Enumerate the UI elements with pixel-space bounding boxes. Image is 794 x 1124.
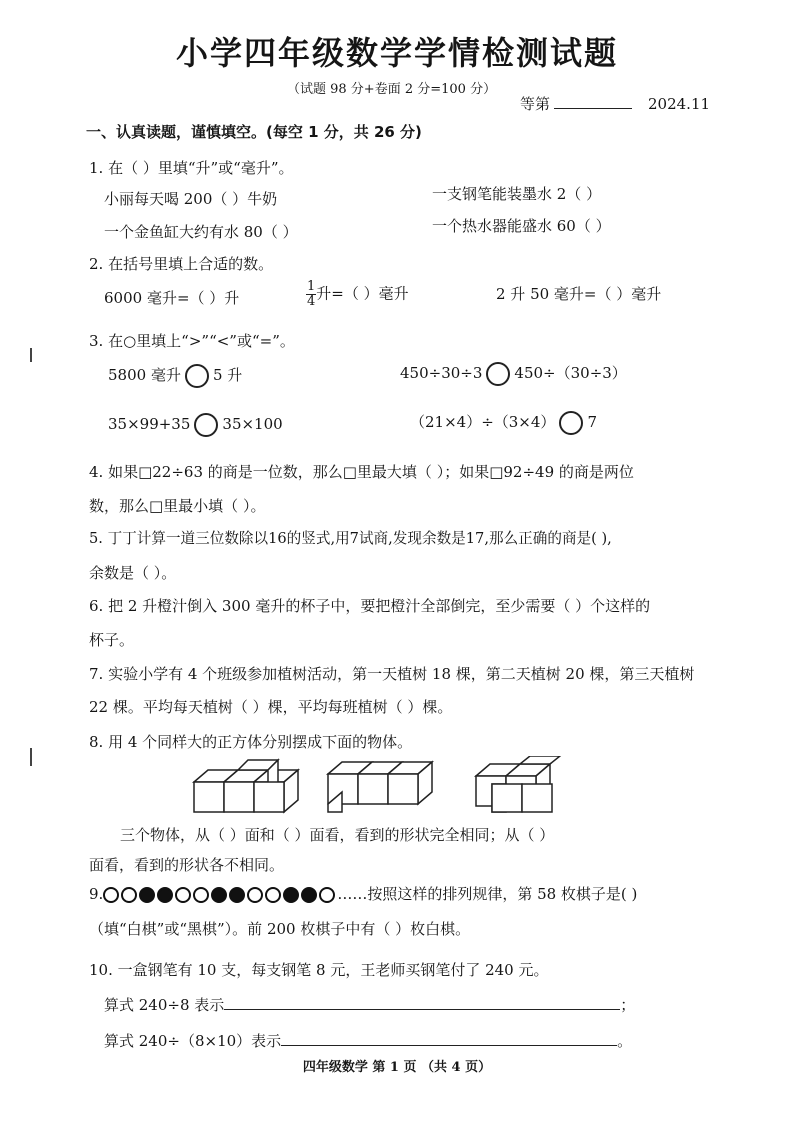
q3-c-right: 35×100 <box>222 415 283 433</box>
black-piece <box>157 887 173 903</box>
q2-item-c[interactable]: 2 升 50 毫升=（ ）毫升 <box>496 285 662 303</box>
white-piece <box>265 887 281 903</box>
white-piece <box>121 887 137 903</box>
q2-item-a[interactable]: 6000 毫升=（ ）升 <box>104 289 240 307</box>
q3-b-left: 450÷30÷3 <box>400 364 483 382</box>
q1-item-b[interactable]: 一支钢笔能装墨水 2（ ） <box>432 185 602 203</box>
section-heading: 一、认真读题，谨慎填空。(每空 1 分，共 26 分) <box>86 123 422 141</box>
black-piece <box>229 887 245 903</box>
q3-item-b <box>400 362 627 386</box>
q3-item-c <box>108 413 283 437</box>
q10-item-a[interactable] <box>104 995 635 1015</box>
fraction-numerator: 1 <box>307 279 316 294</box>
fraction-denominator: 4 <box>307 294 316 309</box>
q10-a-end: ； <box>620 996 636 1014</box>
q9-line2[interactable]: （填“白棋”或“黑棋”）。前 200 枚棋子中有（ ）枚白棋。 <box>89 920 471 938</box>
q8-line1[interactable]: 三个物体，从（ ）面和（ ）面看，看到的形状完全相同；从（ ） <box>120 826 555 844</box>
grade-field <box>520 94 632 114</box>
white-piece <box>247 887 263 903</box>
q8-stem: 8. 用 4 个同样大的正方体分别摆成下面的物体。 <box>89 733 413 751</box>
q1-item-c[interactable]: 一个金鱼缸大约有水 80（ ） <box>104 223 298 241</box>
grade-blank[interactable] <box>554 94 632 109</box>
white-piece <box>319 887 335 903</box>
black-piece <box>139 887 155 903</box>
fraction-quarter <box>306 280 316 309</box>
q10-b-end: 。 <box>617 1032 633 1050</box>
q3-item-a <box>108 364 242 388</box>
q1-stem: 1. 在（ ）里填“升”或“毫升”。 <box>89 159 294 177</box>
q7-line2[interactable]: 22 棵。平均每天植树（ ）棵，平均每班植树（ ）棵。 <box>89 698 453 716</box>
q3-a-left: 5800 毫升 <box>108 366 181 384</box>
compare-circle[interactable] <box>559 411 583 435</box>
q9-rest: ……按照这样的排列规律，第 58 枚棋子是( ) <box>337 885 638 903</box>
page-footer: 四年级数学 第 1 页 （共 4 页） <box>302 1060 492 1075</box>
chess-pattern <box>103 885 337 903</box>
q6-line2: 杯子。 <box>89 631 135 649</box>
score-subtitle: （试题 98 分+卷面 2 分=100 分） <box>287 82 497 97</box>
q1-item-a[interactable]: 小丽每天喝 200（ ）牛奶 <box>104 190 278 208</box>
binding-mark <box>30 348 32 362</box>
q1-item-d[interactable]: 一个热水器能盛水 60（ ） <box>432 217 611 235</box>
cube-figure-1 <box>194 760 298 812</box>
q5-line1[interactable]: 5. 丁丁计算一道三位数除以16的竖式,用7试商,发现余数是17,那么正确的商是( ), <box>89 530 612 547</box>
q9-number: 9. <box>89 885 104 903</box>
q10-a-label: 算式 240÷8 表示 <box>104 996 225 1014</box>
white-piece <box>103 887 119 903</box>
binding-mark <box>30 748 32 766</box>
grade-label: 等第 <box>520 95 551 113</box>
compare-circle[interactable] <box>185 364 209 388</box>
q4-line1[interactable]: 4. 如果□22÷63 的商是一位数，那么□里最大填（ ）；如果□92÷49 的商是两位 <box>89 463 634 481</box>
q4-line2[interactable]: 数，那么□里最小填（ ）。 <box>89 497 266 515</box>
q2-item-b[interactable] <box>306 280 409 309</box>
cube-figures <box>186 756 706 814</box>
q3-item-d <box>410 411 597 435</box>
q3-d-right: 7 <box>587 413 597 431</box>
q7-line1: 7. 实验小学有 4 个班级参加植树活动，第一天植树 18 棵，第二天植树 20 棵，第三天植树 <box>89 665 695 683</box>
compare-circle[interactable] <box>486 362 510 386</box>
q3-a-right: 5 升 <box>212 366 243 384</box>
q6-line1[interactable]: 6. 把 2 升橙汁倒入 300 毫升的杯子中，要把橙汁全部倒完，至少需要（ ）个这样的 <box>89 597 651 615</box>
q10-stem: 10. 一盒钢笔有 10 支，每支钢笔 8 元，王老师买钢笔付了 240 元。 <box>89 961 549 979</box>
q10-item-b[interactable] <box>104 1031 632 1051</box>
q10-b-label: 算式 240÷（8×10）表示 <box>104 1032 282 1050</box>
cube-figure-3 <box>476 756 560 812</box>
q10-a-blank[interactable] <box>224 995 620 1010</box>
q5-line2[interactable]: 余数是（ ）。 <box>89 564 177 582</box>
q8-line2: 面看，看到的形状各不相同。 <box>89 856 285 874</box>
q3-stem: 3. 在○里填上“>”“<”或“=”。 <box>89 332 295 350</box>
black-piece <box>283 887 299 903</box>
q9-line1[interactable] <box>89 884 637 904</box>
q2-item-b-text: 升=（ ）毫升 <box>316 284 409 303</box>
q3-b-right: 450÷（30÷3） <box>514 364 627 382</box>
q3-d-left: （21×4）÷（3×4） <box>410 413 556 431</box>
compare-circle[interactable] <box>194 413 218 437</box>
cube-figure-2 <box>328 762 432 812</box>
exam-date: 2024.11 <box>648 95 711 113</box>
q10-b-blank[interactable] <box>281 1031 617 1046</box>
white-piece <box>175 887 191 903</box>
black-piece <box>301 887 317 903</box>
q3-c-left: 35×99+35 <box>108 415 191 433</box>
q2-stem: 2. 在括号里填上合适的数。 <box>89 255 274 273</box>
black-piece <box>211 887 227 903</box>
white-piece <box>193 887 209 903</box>
page-title: 小学四年级数学学情检测试题 <box>175 34 618 72</box>
